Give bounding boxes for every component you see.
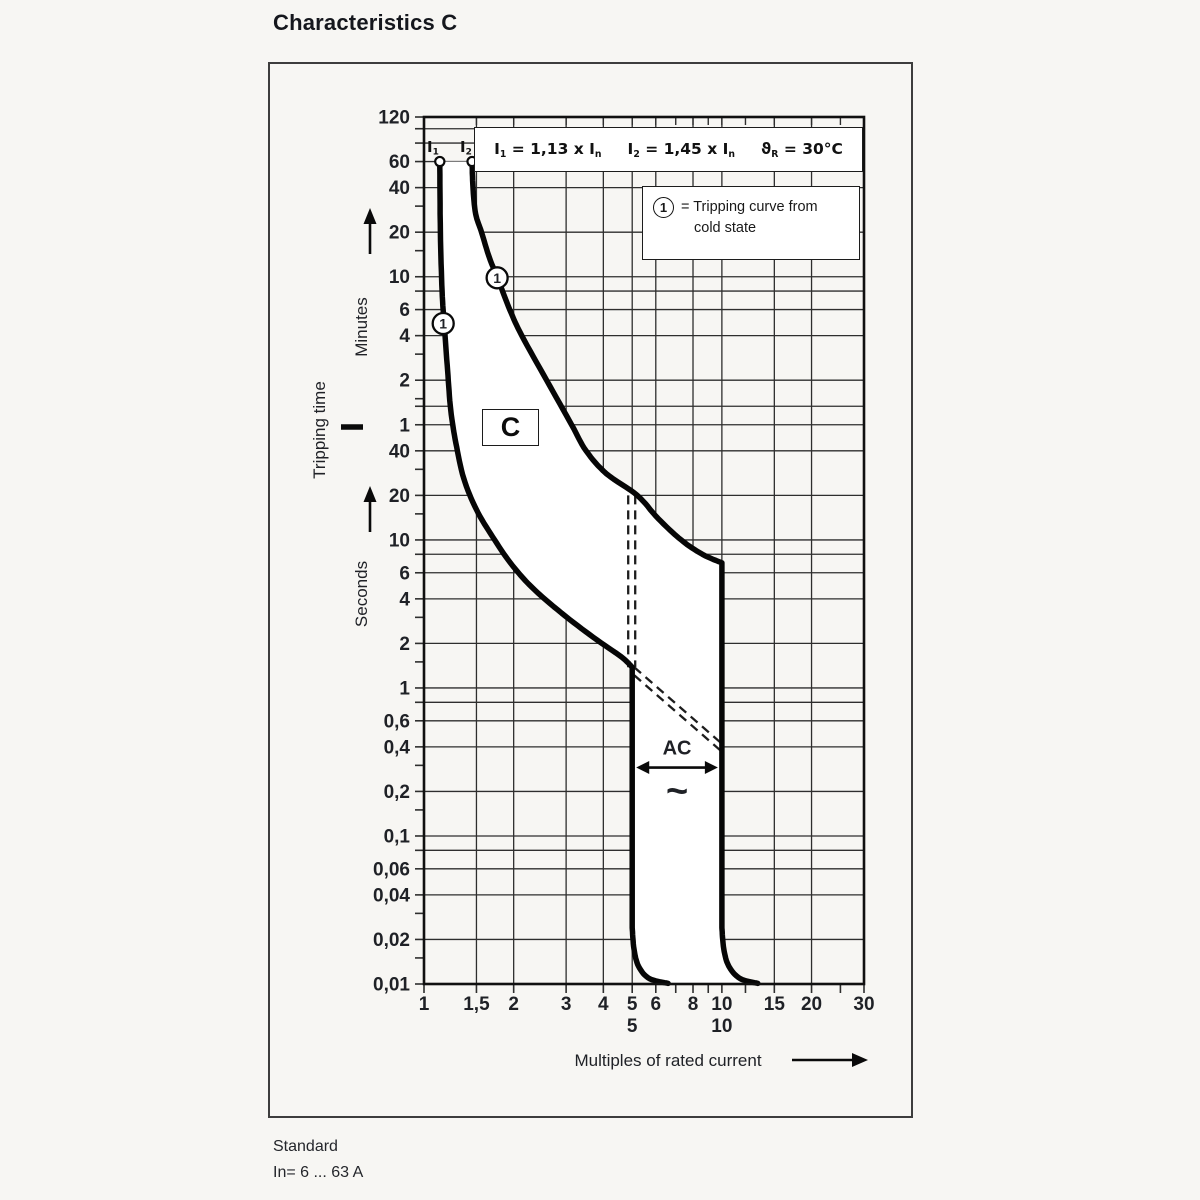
x-axis-label: 6 (650, 994, 662, 1015)
caption-rated-current-range: In= 6 ... 63 A (273, 1164, 364, 1181)
magnetic-trip-label: 5 (626, 1016, 638, 1037)
legend-box (642, 186, 860, 260)
current-threshold-label-i1 (427, 138, 439, 158)
ac-tilde-symbol: ~ (665, 770, 689, 813)
figure-caption (273, 1134, 363, 1186)
y-axis-label: 0,02 (373, 929, 410, 951)
subscript-text: n (594, 148, 602, 160)
x-axis-label: 2 (508, 994, 519, 1015)
subscript-text: 2 (465, 147, 472, 158)
ac-label: AC (662, 737, 692, 760)
y-axis-label: 6 (399, 300, 410, 322)
y-axis-label: 2 (399, 633, 410, 655)
legend-text-line1: = Tripping curve from (681, 199, 818, 215)
subscript-text: 1 (432, 147, 439, 158)
y-axis-label: 40 (388, 441, 410, 463)
y-axis-label: 0,2 (383, 781, 410, 803)
cold-state-marker-number: 1 (493, 269, 502, 286)
y-axis-label: 20 (388, 485, 410, 507)
formula-i1 (494, 140, 601, 160)
y-axis-label: 0,04 (373, 885, 410, 907)
x-axis-label: 20 (800, 994, 823, 1015)
characteristic-figure (268, 62, 913, 1118)
x-axis-label: 15 (763, 994, 785, 1015)
x-axis-label: 8 (687, 994, 699, 1015)
y-axis-label: 0,6 (383, 711, 410, 733)
y-axis-label: 0,1 (383, 826, 410, 848)
y-axis-label: 120 (378, 107, 410, 129)
y-axis-label: 40 (388, 178, 410, 200)
y-axis-label: 10 (388, 267, 410, 289)
arrow-up-head-icon (364, 208, 377, 224)
text-segment: = 1,45 x I (639, 139, 729, 158)
text-segment: ϑ (761, 139, 772, 158)
y-axis-label: 0,4 (383, 737, 410, 759)
y-axis-label: 0,06 (373, 859, 410, 881)
circled-one-icon: 1 (653, 197, 674, 218)
text-segment: I (627, 139, 634, 158)
x-axis-label: 3 (560, 994, 572, 1015)
formula-box (474, 127, 863, 172)
x-axis-label: 1,5 (463, 994, 490, 1015)
arrow-up-head-icon (364, 486, 377, 502)
y-axis-unit-seconds: Seconds (352, 560, 371, 628)
legend-row (653, 197, 851, 218)
formula-i2 (628, 140, 735, 160)
legend-text-line2: cold state (694, 220, 757, 236)
y-axis-label: 4 (399, 326, 410, 348)
page-title: Characteristics C (273, 10, 458, 35)
y-axis-label: 0,01 (373, 974, 410, 996)
y-axis-label: 1 (399, 678, 410, 700)
y-axis-unit-minutes: Minutes (352, 297, 371, 357)
y-axis-title: Tripping time (310, 381, 329, 479)
text-segment: I (427, 138, 433, 156)
subscript-text: R (771, 148, 779, 160)
arrow-right-head-icon (852, 1053, 868, 1067)
y-axis-label: 4 (399, 589, 410, 611)
subscript-text: 2 (633, 148, 640, 160)
y-axis-label: 1 (399, 415, 410, 437)
subscript-text: n (728, 148, 736, 160)
x-axis-label: 10 (711, 994, 733, 1015)
formula-temperature (761, 140, 843, 160)
x-axis-label: 4 (598, 994, 609, 1015)
caption-standard: Standard (273, 1138, 338, 1155)
x-axis-label: 5 (626, 994, 638, 1015)
text-segment: I (460, 138, 466, 156)
curve-start-circle (435, 157, 444, 166)
x-axis-title: Multiples of rated current (574, 1051, 762, 1070)
current-threshold-label-i2 (460, 138, 472, 158)
text-segment: I (494, 139, 500, 158)
x-axis-label: 1 (418, 994, 430, 1015)
cold-state-marker-number: 1 (439, 315, 448, 332)
text-segment: = 30°C (778, 139, 843, 158)
subscript-text: 1 (499, 148, 507, 160)
y-axis-label: 10 (388, 530, 410, 552)
y-axis-label: 2 (399, 370, 410, 392)
magnetic-trip-label: 10 (711, 1016, 733, 1037)
y-axis-label: 20 (388, 222, 410, 244)
text-segment: = 1,13 x I (506, 139, 595, 158)
y-axis-label: 60 (388, 152, 410, 174)
characteristic-band-label: C (482, 409, 539, 446)
x-axis-label: 30 (853, 994, 875, 1015)
y-axis-label: 6 (399, 563, 410, 585)
